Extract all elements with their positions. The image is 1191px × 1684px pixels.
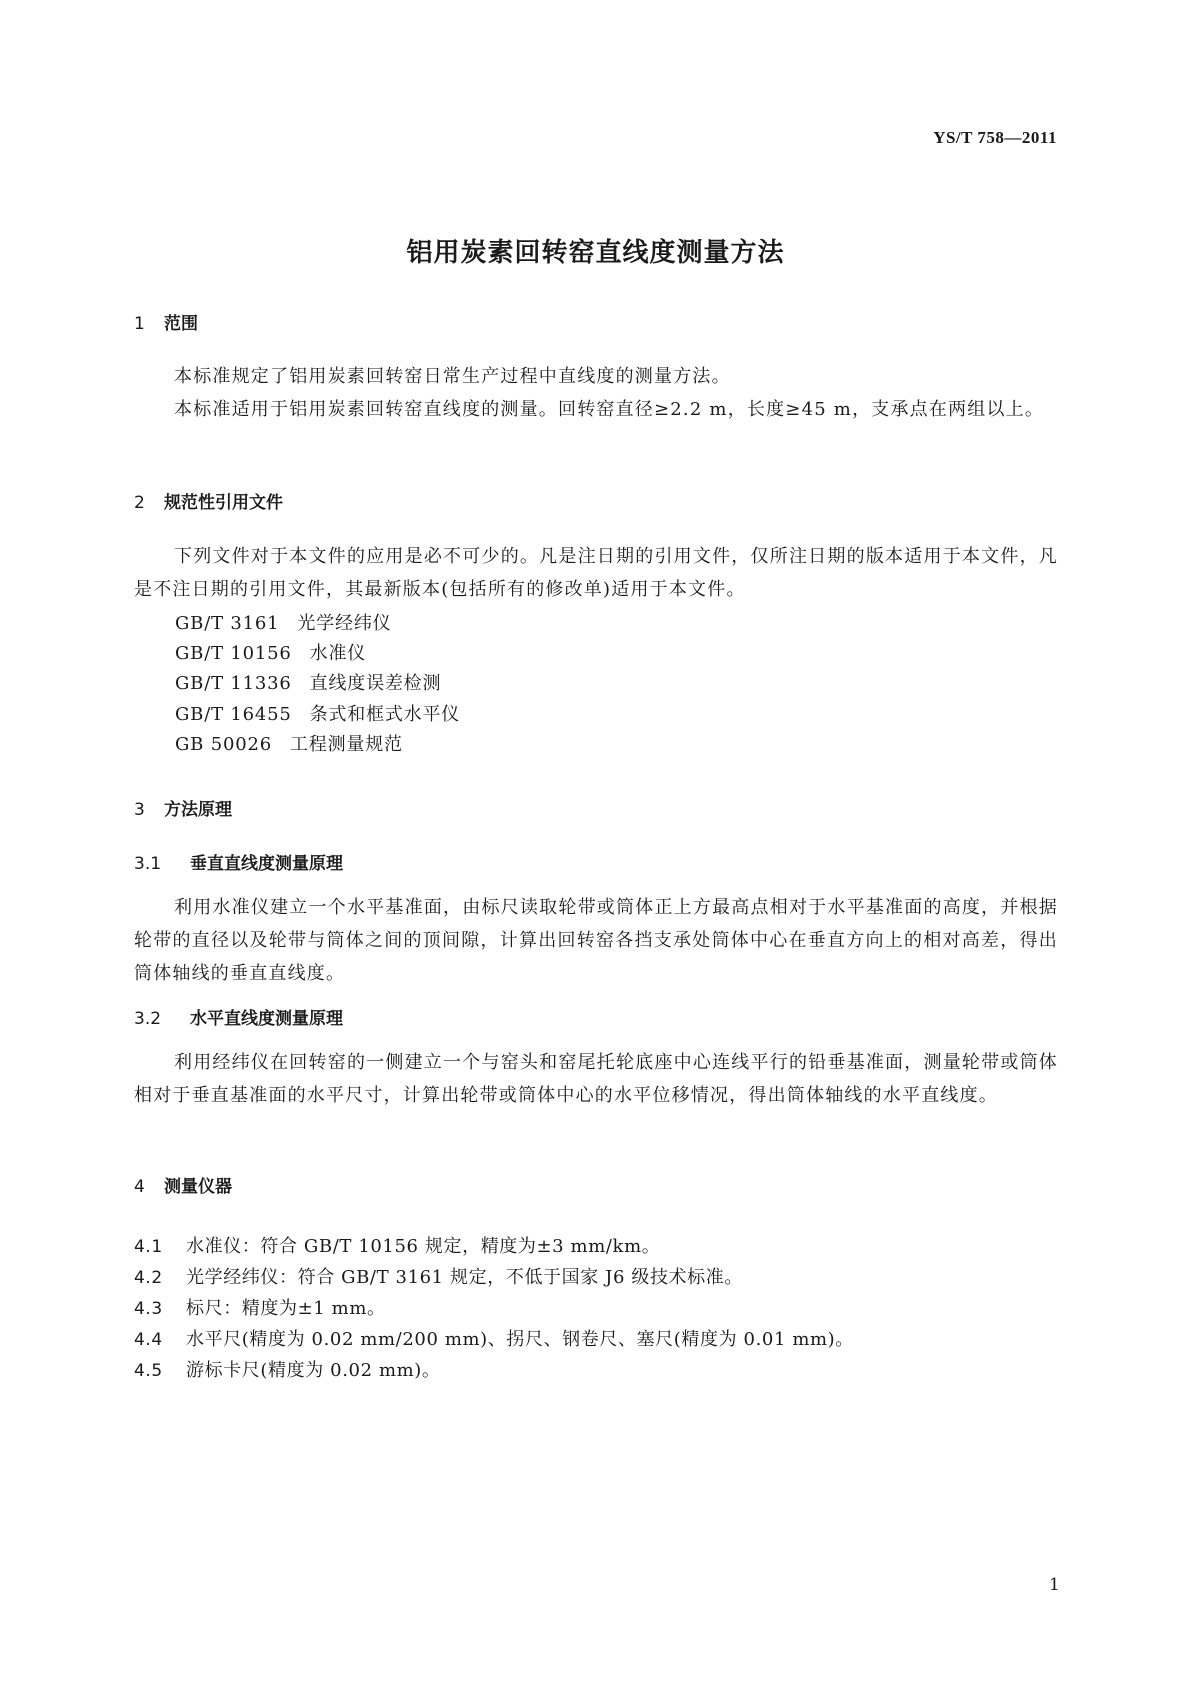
item-number: 4.4: [134, 1330, 163, 1350]
reference-code: GB/T 10156: [175, 643, 292, 664]
reference-item: [175, 609, 391, 635]
instrument-item: [134, 1263, 743, 1289]
section-number: 4: [134, 1177, 145, 1197]
section-heading-principle: [134, 795, 232, 820]
item-text: 水准仪：符合 GB/T 10156 规定，精度为±3 mm/km。: [186, 1236, 661, 1257]
reference-item: [175, 700, 460, 726]
reference-item: [175, 639, 366, 665]
section-title: 方法原理: [164, 800, 232, 820]
subsection-number: 3.2: [134, 1009, 162, 1029]
instrument-item: [134, 1232, 660, 1258]
section-number: 2: [134, 493, 145, 513]
instrument-item: [134, 1325, 854, 1351]
item-text: 游标卡尺(精度为 0.02 mm)。: [186, 1360, 441, 1381]
subsection-heading-vertical: [134, 849, 343, 874]
reference-code: GB/T 11336: [175, 673, 292, 694]
section-heading-scope: [134, 309, 198, 334]
paragraph: 利用经纬仪在回转窑的一侧建立一个与窑头和窑尾托轮底座中心连线平行的铅垂基准面，测量轮带或筒体相对于垂直基准面的水平尺寸，计算出轮带或筒体中心的水平位移情况，得出筒体轴线的水平直线度。: [134, 1052, 1058, 1106]
subsection-title: 垂直直线度测量原理: [190, 854, 343, 874]
item-text: 标尺：精度为±1 mm。: [186, 1298, 386, 1319]
document-title: 铝用炭素回转窑直线度测量方法: [406, 238, 785, 268]
item-number: 4.5: [134, 1361, 163, 1381]
reference-name: 直线度误差检测: [309, 673, 442, 694]
section-title: 范围: [164, 314, 198, 334]
item-number: 4.1: [134, 1237, 163, 1257]
subsection-number: 3.1: [134, 854, 162, 874]
reference-code: GB 50026: [175, 734, 272, 755]
paragraph: 利用水准仪建立一个水平基准面，由标尺读取轮带或筒体正上方最高点相对于水平基准面的高度，并根据轮带的直径以及轮带与筒体之间的顶间隙，计算出回转窑各挡支承处筒体中心在垂直方向上的相对高差，得出筒体轴线的垂直直线度。: [134, 897, 1058, 984]
reference-name: 光学经纬仪: [297, 613, 392, 634]
page-number: 1: [1049, 1575, 1060, 1595]
paragraph: 本标准规定了铝用炭素回转窑日常生产过程中直线度的测量方法。: [174, 366, 731, 387]
instrument-item: [134, 1356, 441, 1382]
item-number: 4.3: [134, 1299, 163, 1319]
reference-name: 条式和框式水平仪: [309, 704, 461, 725]
standard-code: YS/T 758—2011: [933, 128, 1057, 147]
reference-item: [175, 669, 441, 695]
subsection-title: 水平直线度测量原理: [190, 1009, 343, 1029]
section-title: 规范性引用文件: [164, 493, 283, 513]
reference-code: GB/T 3161: [175, 613, 280, 634]
reference-name: 水准仪: [309, 643, 367, 664]
item-number: 4.2: [134, 1268, 163, 1288]
reference-code: GB/T 16455: [175, 704, 292, 725]
item-text: 水平尺(精度为 0.02 mm/200 mm)、拐尺、钢卷尺、塞尺(精度为 0.01 mm)。: [186, 1329, 854, 1350]
subsection-heading-horizontal: [134, 1004, 343, 1029]
section-number: 3: [134, 800, 145, 820]
instrument-item: [134, 1294, 386, 1320]
reference-item: [175, 730, 403, 756]
section-title: 测量仪器: [164, 1177, 232, 1197]
section-number: 1: [134, 314, 145, 334]
section-heading-references: [134, 488, 283, 513]
paragraph: 下列文件对于本文件的应用是必不可少的。凡是注日期的引用文件，仅所注日期的版本适用于本文件，凡是不注日期的引用文件，其最新版本(包括所有的修改单)适用于本文件。: [134, 546, 1058, 600]
reference-name: 工程测量规范: [290, 734, 403, 755]
paragraph: 本标准适用于铝用炭素回转窑直线度的测量。回转窑直径≥2.2 m，长度≥45 m，支承点在两组以上。: [174, 399, 1045, 420]
section-heading-instruments: [134, 1172, 232, 1197]
item-text: 光学经纬仪：符合 GB/T 3161 规定，不低于国家 J6 级技术标准。: [186, 1267, 743, 1288]
